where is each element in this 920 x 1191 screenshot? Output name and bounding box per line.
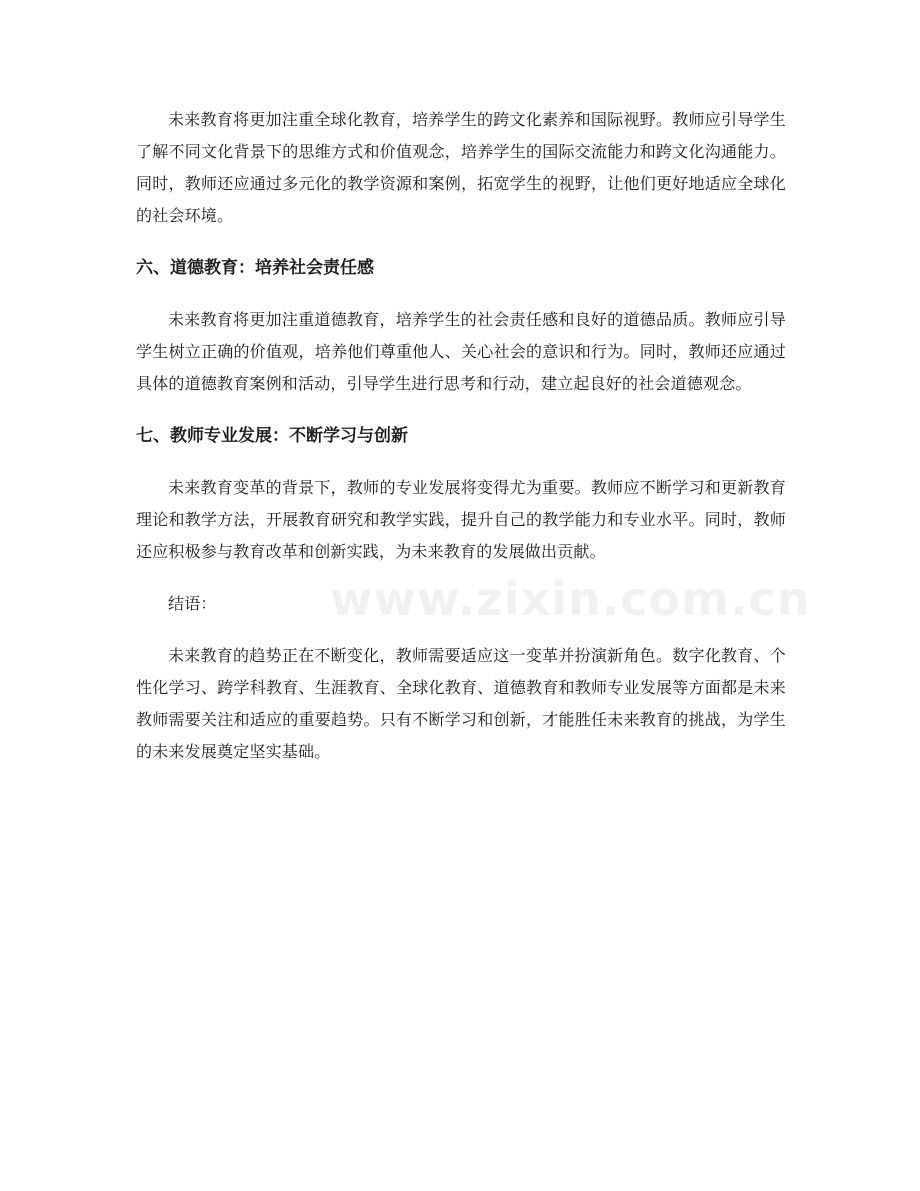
paragraph-teacher-development: 未来教育变革的背景下，教师的专业发展将变得尤为重要。教师应不断学习和更新教育理论和教学方法，开展教育研究和教学实践，提升自己的教学能力和专业水平。同时，教师还应积极参与教育改革和创新实践，为未来教育的发展做出贡献。 bbox=[136, 478, 786, 561]
paragraph-moral-education: 未来教育将更加注重道德教育，培养学生的社会责任感和良好的道德品质。教师应引导学生树立正确的价值观，培养他们尊重他人、关心社会的意识和行为。同时，教师还应通过具体的道德教育案例和活动，引导学生进行思考和行动，建立起良好的社会道德观念。 bbox=[136, 310, 786, 393]
document-body bbox=[136, 104, 786, 768]
conclusion-label: 结语： bbox=[168, 594, 217, 613]
paragraph-globalization: 未来教育将更加注重全球化教育，培养学生的跨文化素养和国际视野。教师应引导学生了解不同文化背景下的思维方式和价值观念，培养学生的国际交流能力和跨文化沟通能力。同时，教师还应通过多元化的教学资源和案例，拓宽学生的视野，让他们更好地适应全球化的社会环境。 bbox=[136, 110, 786, 225]
section-heading-moral-education: 六、道德教育：培养社会责任感 bbox=[136, 258, 374, 278]
section-heading-teacher-development: 七、教师专业发展：不断学习与创新 bbox=[136, 426, 408, 446]
watermark: www.zixin.com.cn bbox=[330, 572, 811, 626]
paragraph-conclusion: 未来教育的趋势正在不断变化，教师需要适应这一变革并扮演新角色。数字化教育、个性化学习、跨学科教育、生涯教育、全球化教育、道德教育和教师专业发展等方面都是未来教师需要关注和适应的重要趋势。只有不断学习和创新，才能胜任未来教育的挑战，为学生的未来发展奠定坚实基础。 bbox=[136, 646, 786, 761]
